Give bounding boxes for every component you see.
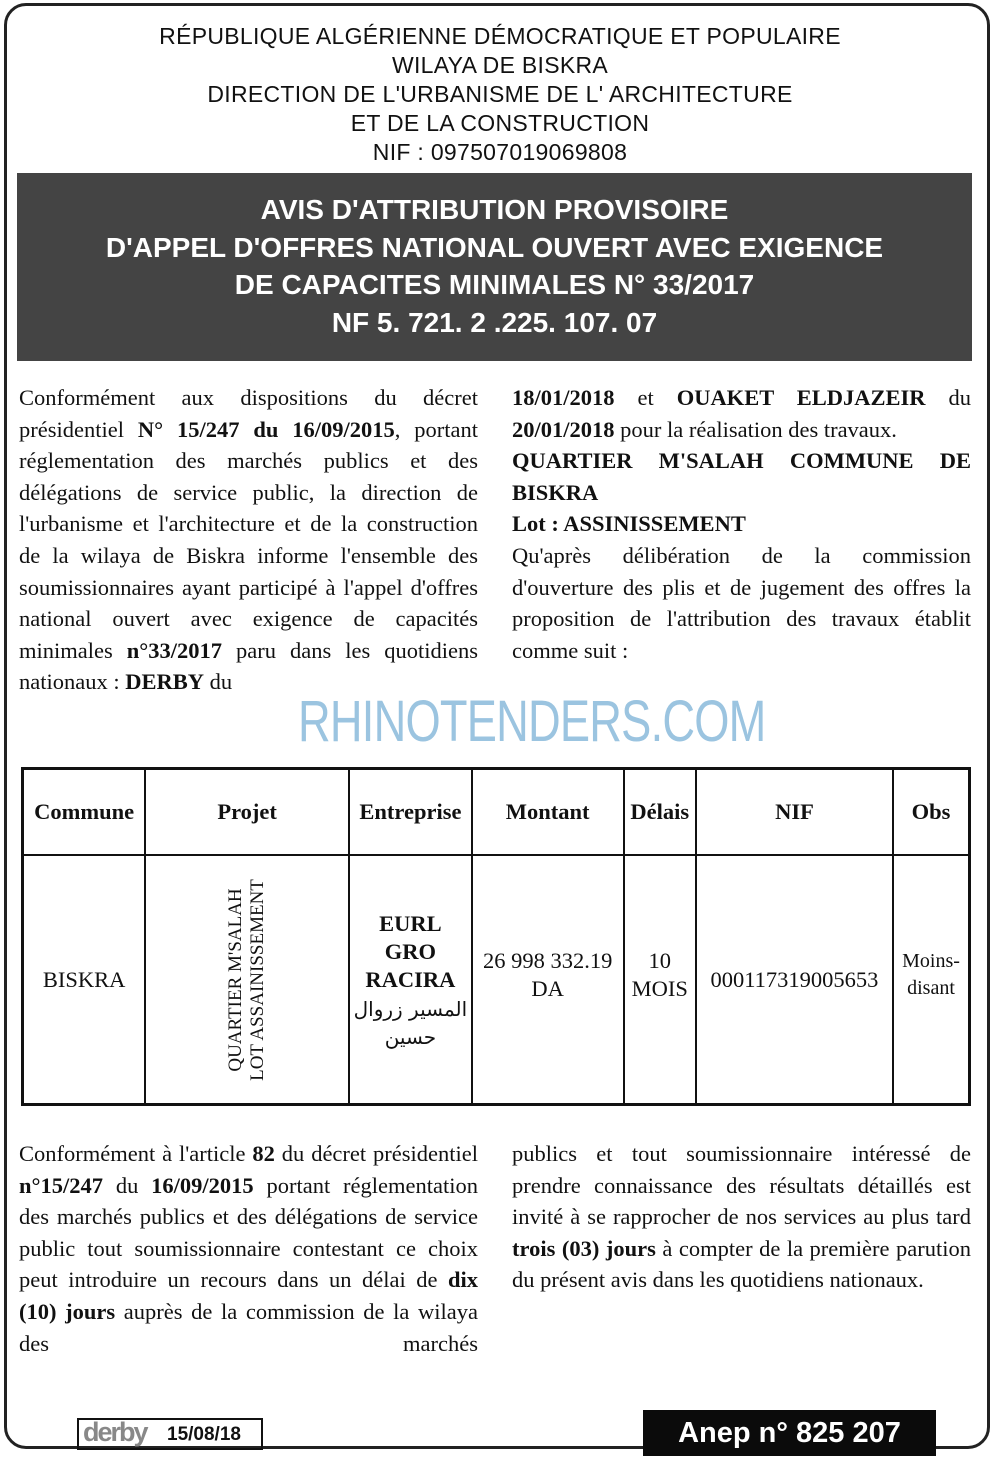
manager-name-arabic: المسير زروال xyxy=(353,996,468,1021)
column-header: Projet xyxy=(145,769,349,856)
text-run: à compter de la première parution du présent avis dans les quotidiens nationaux. xyxy=(512,1235,971,1293)
banner-line: DE CAPACITES MINIMALES N° 33/2017 xyxy=(234,269,755,300)
newspaper-logo: derby xyxy=(83,1417,147,1447)
intro-left-column xyxy=(19,382,478,698)
decree-reference: n°15/247 xyxy=(19,1172,104,1198)
closing-paragraph xyxy=(19,1138,478,1359)
decree-reference: N° 15/247 du 16/09/2015 xyxy=(137,416,395,442)
appeal-delay: dix (10) jours xyxy=(19,1267,478,1324)
award-table xyxy=(21,767,971,1106)
watermark: RHINOTENDERS.COM xyxy=(298,689,766,754)
project-title: QUARTIER M'SALAH COMMUNE DE BISKRA xyxy=(512,448,971,505)
text-run: Conformément aux dispositions du décret présidentiel xyxy=(19,385,478,442)
banner-line: NF 5. 721. 2 .225. 107. 07 xyxy=(331,306,658,338)
header-line: DIRECTION DE L'URBANISME DE L' ARCHITECTURE xyxy=(207,81,793,107)
table-row xyxy=(23,855,970,1105)
obs-line: Moins- xyxy=(902,949,960,972)
text-run: du xyxy=(103,1172,152,1198)
projet-line: QUARTIER M'SALAH xyxy=(225,887,247,1072)
anep-reference: Anep n° 825 207 xyxy=(643,1410,936,1456)
cell-projet xyxy=(145,855,349,1105)
text-run: publics et tout soumissionnaire intéressé de prendre connaissance des résultats détaillés est invité à se rapprocher de nos services au plus tard xyxy=(512,1141,971,1230)
publication-stamp xyxy=(77,1418,263,1450)
projet-line: LOT ASSAINISSEMENT xyxy=(247,878,269,1081)
entreprise-line: GRO xyxy=(384,938,437,964)
closing-left-column xyxy=(19,1138,478,1359)
deliberation-paragraph: Qu'après délibération de la commission d'ouverture des plis et de jugement des offres la proposition de l'attribution des travaux établit comme suit : xyxy=(512,542,971,663)
newspaper-name: OUAKET ELDJAZEIR xyxy=(676,385,926,410)
text-run: et xyxy=(614,385,677,410)
text-run: , portant réglementation des marchés publics et des délégations de service public, la direction de l'urbanisme et l'architecture et de la construction de la wilaya de Biskra informe l'ensemble des soumissionnaires ayant participé à l'appel d'offres national ouvert avec exigence de capacités minimales xyxy=(19,416,479,663)
cell-nif: 000117319005653 xyxy=(696,855,893,1105)
column-header: NIF xyxy=(696,769,893,856)
notice-title-banner xyxy=(17,173,972,361)
amount-currency: DA xyxy=(531,975,564,1001)
cell-commune: BISKRA xyxy=(23,855,146,1105)
closing-right-column xyxy=(512,1138,971,1296)
newspaper-name: DERBY xyxy=(125,669,204,695)
cell-obs xyxy=(893,855,969,1105)
text-run: auprès de la commission de la wilaya des marchés xyxy=(19,1298,478,1356)
column-header: Montant xyxy=(472,769,624,856)
cell-entreprise xyxy=(349,855,472,1105)
header-line: RÉPUBLIQUE ALGÉRIENNE DÉMOCRATIQUE ET POPULAIRE xyxy=(159,23,841,49)
header-line: NIF : 097507019069808 xyxy=(372,139,628,165)
publication-date: 18/01/2018 xyxy=(512,385,615,410)
entreprise-line: RACIRA xyxy=(365,966,456,992)
publication-date: 15/08/18 xyxy=(167,1424,241,1445)
amount-value: 26 998 332.19 xyxy=(482,947,613,973)
delay-unit: MOIS xyxy=(631,975,688,1001)
intro-right-column xyxy=(512,382,971,666)
entreprise-line: EURL xyxy=(379,910,442,936)
consultation-delay: trois (03) jours xyxy=(512,1235,656,1261)
manager-name-arabic: حسين xyxy=(384,1024,437,1049)
header-line: WILAYA DE BISKRA xyxy=(391,52,609,78)
text-run: du décret présidentiel xyxy=(274,1141,479,1166)
lot-title: Lot : ASSINISSEMENT xyxy=(512,511,746,537)
column-header: Obs xyxy=(893,769,969,856)
tender-number: n°33/2017 xyxy=(126,637,223,663)
text-run: du xyxy=(925,385,972,410)
obs-line: disant xyxy=(907,976,955,999)
column-header: Entreprise xyxy=(349,769,472,856)
intro-paragraph xyxy=(19,382,478,698)
text-run: portant réglementation des marchés publics et des délégations de service public tout soumissionnaire contestant ce choix peut introduire un recours dans un délai de xyxy=(19,1172,478,1293)
banner-line: D'APPEL D'OFFRES NATIONAL OUVERT AVEC EXIGENCE xyxy=(105,231,884,263)
banner-line: AVIS D'ATTRIBUTION PROVISOIRE xyxy=(260,194,729,225)
issuer-header xyxy=(0,22,1000,167)
cell-delais xyxy=(624,855,696,1105)
header-line: ET DE LA CONSTRUCTION xyxy=(350,110,650,136)
text-run: Conformément à l'article xyxy=(19,1141,253,1166)
closing-paragraph xyxy=(512,1138,971,1296)
column-header: Commune xyxy=(23,769,146,856)
decree-date: 16/09/2015 xyxy=(151,1172,254,1198)
delay-value: 10 xyxy=(648,947,671,973)
text-run: du xyxy=(204,669,233,695)
column-header: Délais xyxy=(624,769,696,856)
text-run: paru dans les quotidiens nationaux : xyxy=(19,637,478,695)
projet-rotated xyxy=(225,879,269,1081)
publication-date: 20/01/2018 xyxy=(512,416,615,442)
cell-montant xyxy=(472,855,624,1105)
intro-paragraph xyxy=(512,382,971,445)
table-header-row xyxy=(23,769,970,856)
article-number: 82 xyxy=(252,1141,275,1166)
text-run: pour la réalisation des travaux. xyxy=(614,416,897,442)
